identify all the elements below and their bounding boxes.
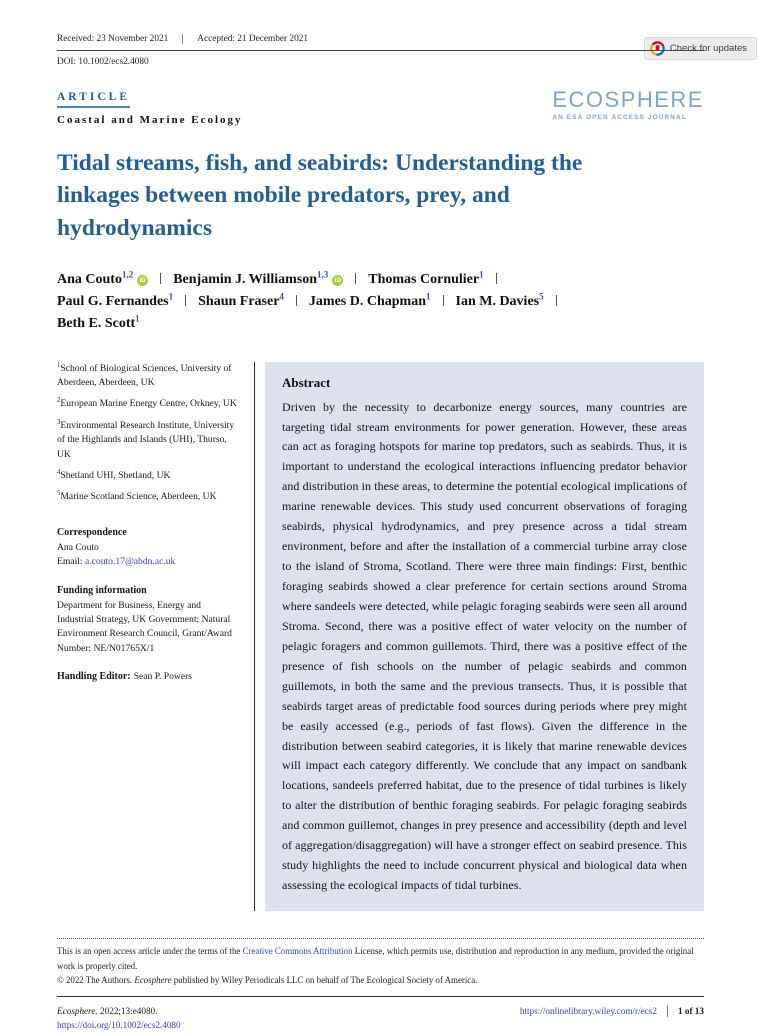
author-separator [496,273,497,284]
author-separator [355,273,356,284]
author-sup: 5 [539,291,544,302]
author-name: Shaun Fraser [198,294,280,310]
article-type-label: ARTICLE [57,91,130,108]
citation-block [57,1004,181,1033]
citation-volume: 2022;13:e4080. [97,1006,158,1017]
abstract-panel [265,362,704,911]
title-line-1: Tidal streams, fish, and seabirds: Understanding the [57,150,583,176]
orcid-icon[interactable]: iD [137,275,148,286]
handling-editor-name: Sean P. Powers [133,671,193,683]
column-divider [254,362,255,911]
author-name: Thomas Cornulier [368,272,480,288]
abstract-text: Driven by the necessity to decarbonize energy sources, many countries are targeting tidal stream environments for power generation. However, these areas can act as foraging hotspots for marine top predators, such as seabirds. Thus, it is important to understand the ecological interactions influencing predator behavior and distribution in these areas, to determine the potential ecological implications of marine renewable devices. This study used concurrent observations of foraging seabirds, physical hydrodynamics, and prey presence across a tidal stream environment, before and after the installation of a commercial turbine array close to the island of Stroma, Scotland. There were three main findings: First, benthic foraging seabirds showed a clear preference for certain sections around Stroma where sandeels were detected, while pelagic foraging seabirds were seen all around Stroma. Second, there was a positive effect of water velocity on the number of pelagic foragers and common guillemots. Third, there was a positive effect of the presence of fish schools on the number of pelagic seabirds and common guillemots, in both the same and the previous transects. Thus, it is possible that seabirds target areas of predictable food sources during periods where prey might be easily accessed (e.g., periods of fast flows). Given the difference in the distribution between seabird categories, it is likely that marine renewable devices will impact each category differently. We conclude that any impact on sandbank locations, sandeels preferred habitat, due to the presence of tidal turbines is likely to alter the distribution of benthic foraging seabirds. For pelagic foraging seabirds and common guillemot, changes in prey presence and accessibility (depth and level of aggregation/disaggregation) will have a stronger effect on seabird presence. This study highlights the need to include concurrent physical and biological data when assessing the ecological impacts of tidal turbines. [282,399,687,893]
handling-editor-label: Handling Editor: [57,671,131,683]
author-name: Paul G. Fernandes [57,294,169,310]
affiliation [57,362,238,391]
author-sup: 1,2 [121,269,134,280]
affiliation-sup: 4 [57,468,61,476]
author [455,291,544,310]
author-separator [443,295,444,306]
correspondence-name: Ana Couto [57,541,99,553]
affiliation-sup: 2 [57,397,61,405]
author [308,291,431,310]
author-name: Ana Couto [57,272,122,288]
author [198,291,284,310]
author-sup: 1 [168,291,174,302]
email-link[interactable]: a.couto.17@abdn.ac.uk [84,556,176,568]
abstract-heading: Abstract [282,374,331,390]
affiliation [57,397,238,411]
ecosphere-logo [552,89,704,121]
affiliation-text: School of Biological Sciences, University of Aberdeen, Aberdeen, UK [57,362,232,388]
orcid-icon[interactable]: iD [332,275,343,286]
author-name: James D. Chapman [308,294,426,310]
license-footer [57,938,704,988]
handling-editor-row [57,669,238,684]
title-line-2: linkages between mobile predators, prey, and [57,182,510,209]
correspondence-email-row [57,555,238,569]
author-sup: 4 [279,291,284,302]
email-label: Email: [57,556,85,568]
author-sup: 1 [426,291,431,302]
author-separator [185,295,186,306]
funding-text: Department for Business, Energy and Industrial Strategy, UK Government; Natural Environment Research Council, Grant/Award Number: NE/N01765X/1 [57,599,232,654]
author-sup: 1 [135,313,140,324]
affiliation-sup: 1 [57,361,61,369]
author-list [57,269,704,335]
affiliation [57,419,238,462]
affiliation-text: Marine Scotland Science, Aberdeen, UK [60,491,217,503]
author [173,269,343,288]
author [57,313,140,332]
affiliation [57,469,238,483]
meta-divider [182,34,183,44]
author-sup: 1 [479,269,484,280]
footer-divider [667,1005,668,1017]
affiliation-sup: 3 [57,418,61,426]
license-text: License, which permits use, distribution and reproduction in any medium, provided the original work is properly cited. [57,946,694,971]
affiliation-text: Environmental Research Institute, University of the Highlands and Islands (UHI), Thurso, UK [57,419,235,460]
correspondence-heading: Correspondence [57,526,127,538]
affiliation-sup: 5 [57,490,61,498]
author-separator [556,295,557,306]
author [368,269,484,288]
journal-section-label: Coastal and Marine Ecology [57,114,243,126]
affiliation-text: Shetland UHI, Shetland, UK [60,469,171,481]
author-sup: 1,3 [317,269,329,280]
creative-commons-link[interactable]: Creative Commons Attribution [242,946,353,957]
affiliation-text: European Marine Energy Centre, Orkney, UK [60,398,237,410]
author-name: Benjamin J. Williamson [173,272,318,288]
check-for-updates-label: Check for updates [669,43,747,54]
author [57,291,174,310]
author-name: Ian M. Davies [455,294,540,310]
copyright-statement [57,973,704,988]
copyright-text: published by Wiley Periodicals LLC on behalf of The Ecological Society of America. [171,975,478,986]
author-separator [296,295,297,306]
doi: DOI: 10.1002/ecs2.4080 [57,57,149,67]
author [57,269,148,288]
copyright-journal-name: Ecosphere [134,975,172,986]
author-separator [160,273,161,284]
copyright-text: © 2022 The Authors. [57,975,135,986]
received-date: Received: 23 November 2021 [57,34,169,44]
page-number: 1 of 13 [677,1006,704,1017]
journal-tagline: AN ESA OPEN ACCESS JOURNAL [552,114,687,121]
journal-name: ECOSPHERE [552,87,704,112]
funding-heading: Funding information [57,584,147,596]
journal-url-link[interactable]: https://onlinelibrary.wiley.com/r/ecs2 [519,1006,657,1017]
title-line-3: hydrodynamics [57,214,212,241]
citation-journal: Ecosphere. [57,1006,98,1017]
author-name: Beth E. Scott [57,316,136,332]
license-text: This is an open access article under the terms of the [57,946,243,957]
doi-link[interactable]: https://doi.org/10.1002/ecs2.4080 [57,1020,181,1031]
article-info-sidebar [57,362,238,911]
received-accepted-row [57,34,704,51]
footer-rule [57,996,704,997]
license-statement [57,944,704,973]
accepted-date: Accepted: 21 December 2021 [197,34,309,44]
page-title [57,147,677,244]
affiliation [57,490,238,504]
